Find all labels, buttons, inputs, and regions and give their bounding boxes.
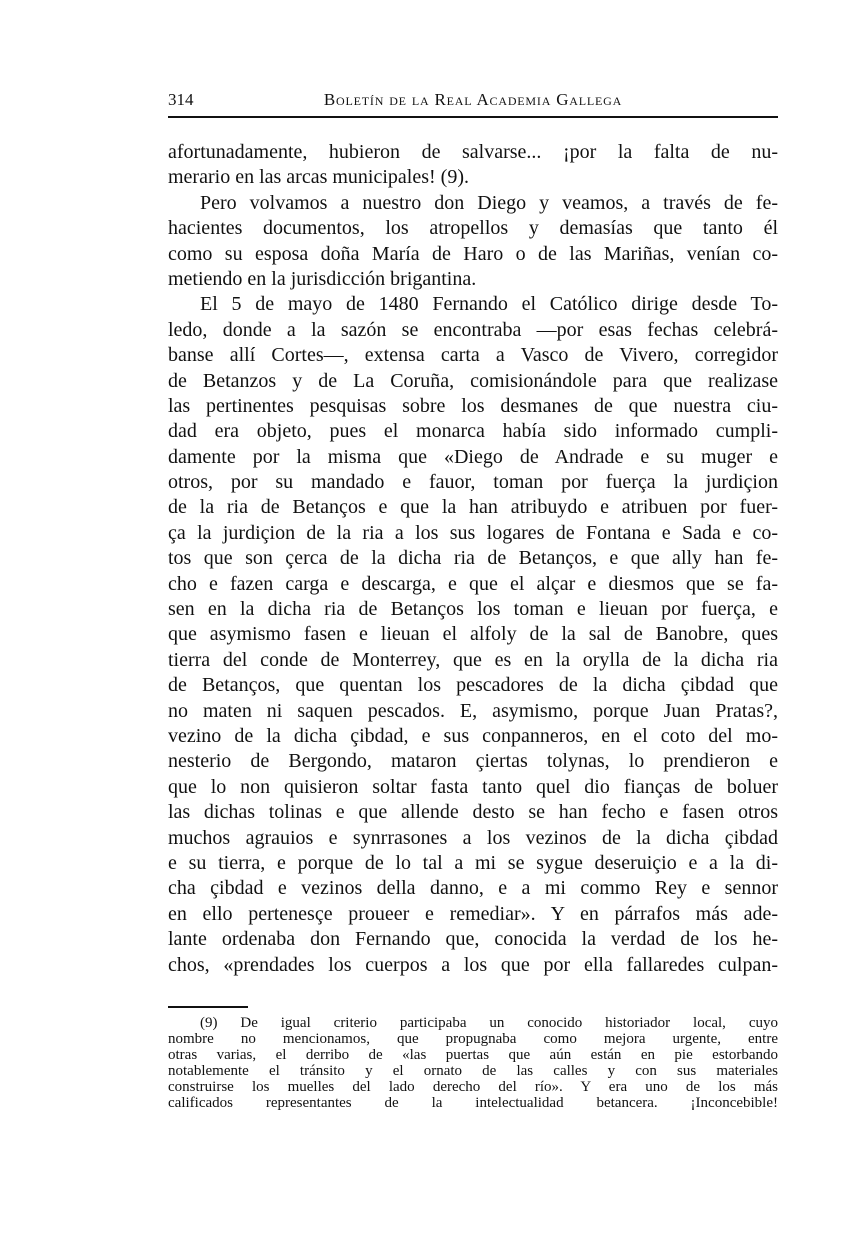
- footnote-line: calificados representantes de la intelectualidad betancera. ¡Inconcebible!: [168, 1095, 778, 1111]
- text-line: lante ordenaba don Fernando que, conocida la verdad de los he-: [168, 928, 778, 951]
- text-line: merario en las arcas municipales! (9).: [168, 166, 469, 189]
- header-rule: [168, 116, 778, 118]
- text-line: ledo, donde a la sazón se encontraba —por esas fechas celebrá-: [168, 318, 778, 341]
- footnote-line: notablemente el tránsito y el ornato de las calles y con sus materiales: [168, 1063, 778, 1079]
- text-line: no maten ni saquen pescados. E, asymismo, porque Juan Pratas?,: [168, 699, 778, 722]
- text-line: nesterio de Bergondo, mataron çiertas tolynas, lo prendieron e: [168, 750, 778, 773]
- text-line: El 5 de mayo de 1480 Fernando el Católico dirige desde To-: [200, 293, 778, 316]
- text-line: como su esposa doña María de Haro o de las Mariñas, venían co-: [168, 242, 778, 265]
- text-line: las dichas tolinas e que allende desto se han fecho e fasen otros: [168, 801, 778, 824]
- footnote: [168, 1015, 778, 1111]
- text-line: hacientes documentos, los atropellos y demasías que tanto él: [168, 217, 778, 240]
- text-line: en ello pertenesçe proueer e remediar». Y en párrafos más ade-: [168, 902, 778, 925]
- text-line: sen en la dicha ria de Betanços los toman e lieuan por fuerça, e: [168, 598, 778, 621]
- paragraph: [168, 140, 778, 191]
- text-line: cho e fazen carga e descarga, e que el alçar e diesmos que se fa-: [168, 572, 778, 595]
- text-line: que asymismo fasen e lieuan el alfoly de la sal de Banobre, ques: [168, 623, 778, 646]
- text-line: otros, por su mandado e fauor, toman por fuerça la jurdiçion: [168, 471, 778, 494]
- text-line: de la ria de Betanços e que la han atribuydo e atribuen por fuer-: [168, 496, 778, 519]
- text-line: banse allí Cortes—, extensa carta a Vasco de Vivero, corregidor: [168, 344, 778, 367]
- text-line: cha çibdad e vezinos della danno, e a mi commo Rey e sennor: [168, 877, 778, 900]
- text-line: vezino de la dicha çibdad, e sus conpanneros, en el coto del mo-: [168, 724, 778, 747]
- text-line: de Betanzos y de La Coruña, comisionándole para que realizase: [168, 369, 778, 392]
- paragraph: [168, 292, 778, 978]
- page-number: 314: [168, 90, 194, 109]
- body-text: [168, 140, 778, 978]
- text-line: metiendo en la jurisdicción brigantina.: [168, 267, 477, 290]
- text-line: dad era objeto, pues el monarca había sido informado cumpli-: [168, 420, 778, 443]
- paragraph: [168, 191, 778, 293]
- footnote-line: nombre no mencionamos, que propugnaba como mejora urgente, entre: [168, 1031, 778, 1047]
- text-line: Pero volvamos a nuestro don Diego y veamos, a través de fe-: [200, 191, 778, 214]
- text-line: chos, «prendades los cuerpos a los que por ella fallaredes culpan-: [168, 953, 778, 976]
- running-title: Boletín de la Real Academia Gallega: [323, 90, 623, 109]
- text-line: ça la jurdiçion de la ria a los sus logares de Fontana e Sada e co-: [168, 521, 778, 544]
- text-line: e su tierra, e porque de lo tal a mi se sygue deseruiçio e a la di-: [168, 851, 778, 874]
- text-line: afortunadamente, hubieron de salvarse... ¡por la falta de nu-: [168, 141, 778, 163]
- footnote-line: construirse los muelles del lado derecho del río». Y era uno de los más: [168, 1079, 778, 1095]
- footnote-line: (9) De igual criterio participaba un conocido historiador local, cuyo: [200, 1015, 778, 1031]
- text-line: damente por la misma que «Diego de Andrade e su muger e: [168, 445, 778, 468]
- text-line: tierra del conde de Monterrey, que es en la orylla de la dicha ria: [168, 648, 778, 671]
- text-line: muchos agrauios e synrrasones a los vezinos de la dicha çibdad: [168, 826, 778, 849]
- footnote-line: otras varias, el derribo de «las puertas que aún están en pie estorbando: [168, 1047, 778, 1063]
- text-line: de Betanços, que quentan los pescadores de la dicha çibdad que: [168, 674, 778, 697]
- text-line: tos que son çerca de la dicha ria de Betanços, e que ally han fe-: [168, 547, 778, 570]
- text-line: que lo non quisieron soltar fasta tanto quel dio fianças de boluer: [168, 775, 778, 798]
- text-line: las pertinentes pesquisas sobre los desmanes de que nuestra ciu-: [168, 394, 778, 417]
- running-header: [168, 88, 778, 114]
- footnote-rule: [168, 1006, 248, 1008]
